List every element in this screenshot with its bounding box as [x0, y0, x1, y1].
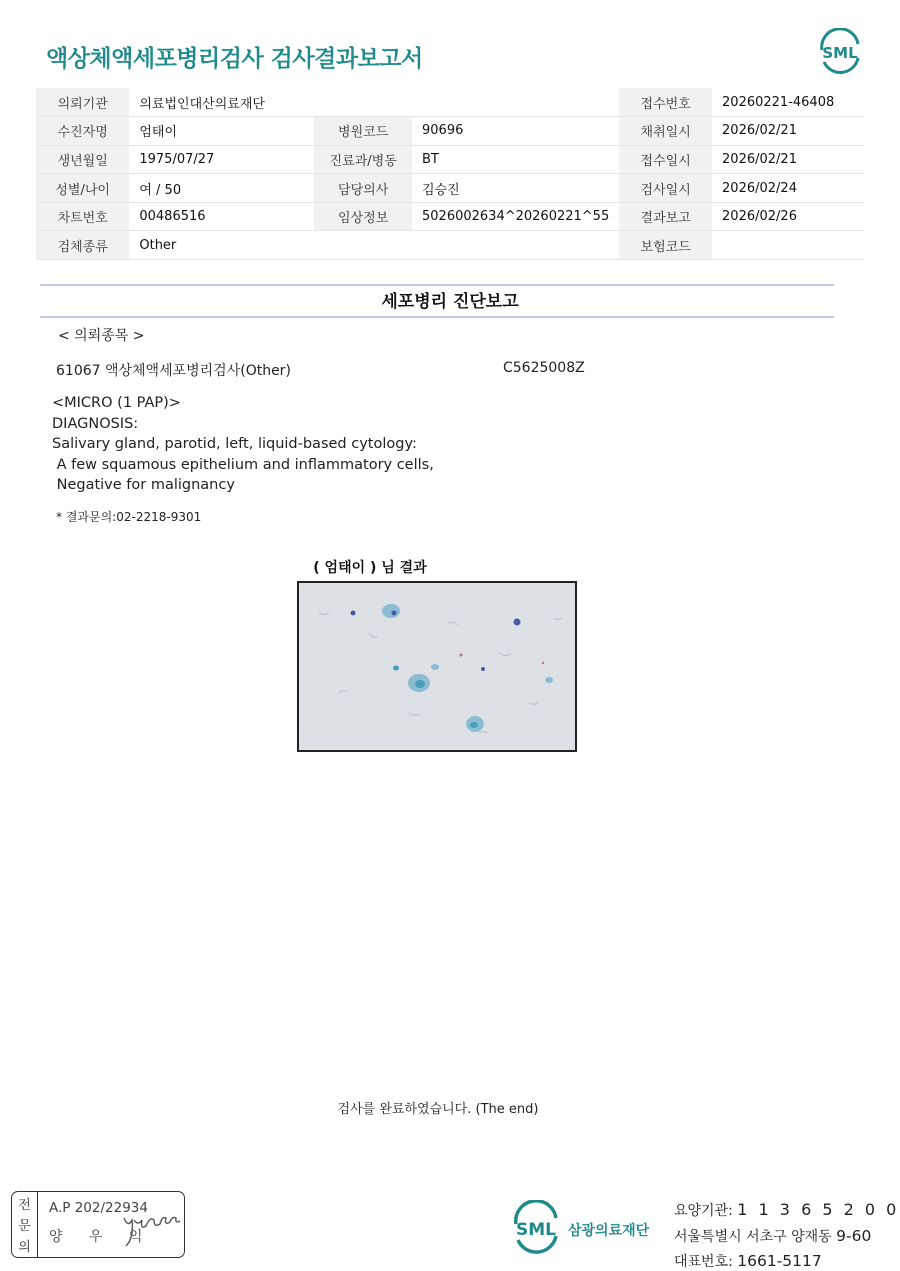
info-label: 진료과/병동 [314, 145, 412, 174]
report-line: DIAGNOSIS: [52, 415, 139, 432]
order-test: 61067 액상체액세포병리검사(Other) [56, 363, 291, 379]
organization-name: 삼광의료재단 [568, 1223, 650, 1239]
report-line: Negative for malignancy [52, 477, 235, 493]
info-label: 성별/나이 [36, 174, 129, 203]
stamp-side-label [12, 1192, 38, 1257]
info-row [36, 88, 864, 117]
cytology-slide-image [297, 581, 577, 752]
info-value: 김승진 [412, 174, 619, 203]
info-value: 2026/02/21 [712, 117, 864, 146]
order-heading: < 의뢰종목 > [58, 328, 145, 344]
info-label: 차트번호 [36, 202, 129, 231]
info-value: 00486516 [129, 202, 314, 231]
footer-license-number: 1 1 3 6 5 2 0 0 [737, 1200, 900, 1219]
report-line: <MICRO (1 PAP)> [52, 395, 181, 411]
info-value [412, 231, 619, 260]
info-value: 20260221-46408 [712, 88, 864, 117]
info-value [712, 231, 864, 260]
section-title: 세포병리 진단보고 [381, 292, 519, 312]
order-code: C5625008Z [503, 360, 585, 376]
info-label: 병원코드 [314, 117, 412, 146]
footer-address-number: 9-60 [836, 1226, 872, 1245]
pathologist-name: 양 우 익 [49, 1229, 154, 1245]
footer-phone-label: 대표번호: [674, 1254, 738, 1270]
report-line: Salivary gland, parotid, left, liquid-based cytology: [52, 436, 417, 452]
diagnosis-report [52, 393, 434, 496]
pathologist-stamp [11, 1191, 185, 1258]
cytology-image-drawing [299, 583, 575, 750]
info-label: 담당의사 [314, 174, 412, 203]
info-value: 의료법인대산의료재단 [129, 88, 314, 117]
info-value: 2026/02/21 [712, 145, 864, 174]
info-value: Other [129, 231, 314, 260]
info-row [36, 117, 864, 146]
stamp-side-char: 의 [18, 1240, 31, 1255]
info-label: 접수번호 [619, 88, 712, 117]
pathologist-license: A.P 202/22934 [49, 1200, 148, 1216]
footer-license-label: 요양기관: [674, 1203, 738, 1219]
info-row [36, 174, 864, 203]
sml-logo [814, 28, 866, 76]
info-label: 검체종류 [36, 231, 129, 260]
footer-phone-number: 1661-5117 [737, 1252, 822, 1270]
info-label: 접수일시 [619, 145, 712, 174]
info-value: BT [412, 145, 619, 174]
info-value: 5026002634^20260221^55 [412, 202, 619, 231]
info-label: 수진자명 [36, 117, 129, 146]
info-label: 결과보고 [619, 202, 712, 231]
footer-address-line [674, 1224, 899, 1250]
info-label [314, 231, 412, 260]
footer-contact-info [674, 1198, 899, 1271]
footer-address: 서울특별시 서초구 양재동 [674, 1228, 837, 1245]
report-title: 액상체액세포병리검사 검사결과보고서 [46, 46, 423, 72]
info-value [412, 88, 619, 117]
footer-phone-line [674, 1249, 899, 1271]
result-contact: * 결과문의:02-2218-9301 [56, 510, 202, 524]
sml-logo-footer [510, 1200, 562, 1256]
info-label: 생년월일 [36, 145, 129, 174]
info-row [36, 202, 864, 231]
info-label: 임상정보 [314, 202, 412, 231]
patient-info-table [36, 88, 864, 260]
info-value: 2026/02/24 [712, 174, 864, 203]
signature-icon [120, 1204, 184, 1248]
info-value: 여 / 50 [129, 174, 314, 203]
info-value: 2026/02/26 [712, 202, 864, 231]
info-label: 검사일시 [619, 174, 712, 203]
result-caption: ( 엄태이 ) 님 결과 [313, 560, 427, 576]
report-line: A few squamous epithelium and inflammatory cells, [52, 456, 434, 473]
footer-license-line [674, 1198, 899, 1224]
section-rule-bottom [40, 316, 834, 318]
info-label: 의뢰기관 [36, 88, 129, 117]
info-value: 1975/07/27 [129, 145, 314, 174]
stamp-side-char: 전 [18, 1198, 31, 1213]
logo-text: SML [822, 44, 858, 62]
info-value: 90696 [412, 117, 619, 146]
info-row [36, 145, 864, 174]
info-label: 채취일시 [619, 117, 712, 146]
stamp-side-char: 문 [18, 1219, 31, 1234]
end-notice: 검사를 완료하였습니다. (The end) [337, 1102, 539, 1117]
info-label: 보험코드 [619, 231, 712, 260]
section-rule-top [40, 284, 834, 286]
info-row [36, 231, 864, 260]
footer-logo-text: SML [516, 1220, 556, 1240]
info-value: 엄태이 [129, 117, 314, 146]
info-label [314, 88, 412, 117]
